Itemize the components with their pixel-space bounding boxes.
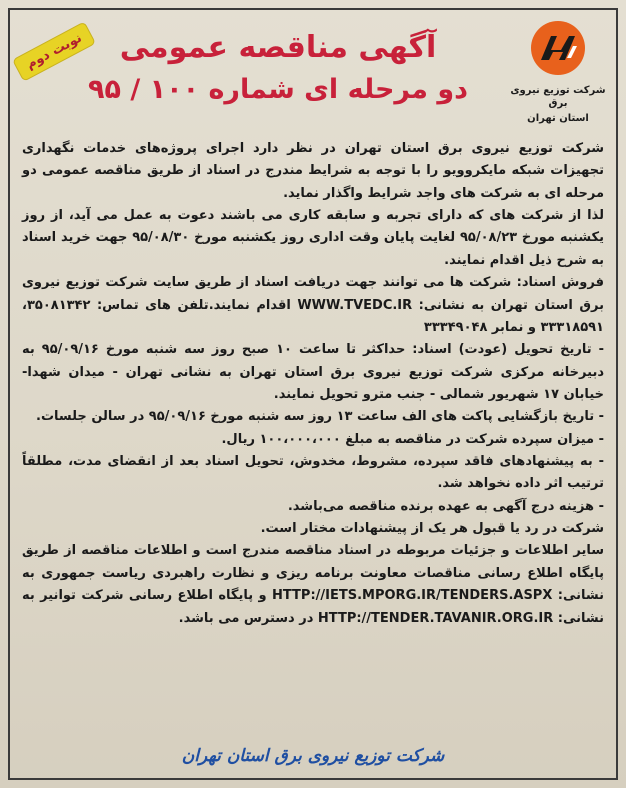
info-links-paragraph: سایر اطلاعات و جزئیات مربوطه در اسناد مناقصه مندرج است و اطلاعات مناقصه از طریق پایگاه اطلاع رسانی مناقصات معاونت برنامه ریزی و نظارت راهبردی ریاست جمهوری به نشانی: HTTP://IETS.MPORG.IR/TENDERS.ASPX و پایگاه اطلاع رسانی شرکت توانیر به نشانی: HTTP://TENDER.TAVANIR.ORG.IR در دسترس می باشد.: [22, 543, 604, 626]
advertisement-body: [22, 138, 604, 630]
company-logo-block: [508, 18, 608, 125]
discretion-paragraph: شرکت در رد یا قبول هر یک از پیشنهادات مختار است.: [260, 521, 604, 537]
deposit-paragraph: - میزان سپرده شرکت در مناقصه به مبلغ ۱۰۰،۰۰۰،۰۰۰ ریال.: [221, 431, 604, 447]
company-logo-icon: [521, 18, 595, 78]
round-badge: نوبت دوم: [13, 22, 95, 80]
footer-signature: شرکت توزیع نیروی برق استان تهران: [181, 746, 445, 766]
tender-number: دو مرحله ای شماره ۱۰۰ / ۹۵: [88, 74, 468, 105]
invitation-paragraph: لذا از شرکت های که دارای تجربه و سابقه کاری می باشند دعوت به عمل می آید، از روز یکشنبه مورخ ۹۵/۰۸/۲۳ لغایت پایان وقت اداری روز یکشنبه مورخ ۹۵/۰۸/۳۰ جهت خرید اسناد به شرح ذیل اقدام نمایند.: [22, 208, 604, 268]
page-title: آگهی مناقصه عمومی: [119, 30, 437, 65]
document-sale-paragraph: فروش اسناد: شرکت ها می توانند جهت دریافت اسناد از طریق سایت شرکت توزیع نیروی برق استان تهران به نشانی: WWW.TVEDC.IR اقدام نمایند.تلفن های تماس: ۳۵۰۸۱۳۴۲، ۳۳۳۱۸۵۹۱ و نمابر ۳۳۳۴۹۰۴۸: [22, 275, 604, 335]
company-name-line1: شرکت توزیع نیروی برق: [510, 85, 606, 109]
rejection-paragraph: - به پیشنهادهای فاقد سپرده، مشروط، مخدوش، تحویل اسناد بعد از انقضای مدت، مطلقاً ترتیب اثر داده نخواهد شد.: [22, 454, 604, 492]
delivery-date-paragraph: - تاریخ تحویل (عودت) اسناد: حداکثر تا ساعت ۱۰ صبح روز سه شنبه مورخ ۹۵/۰۹/۱۶ به دبیرخانه مرکزی شرکت توزیع نیروی برق استان تهران به نشانی تهران - میدان شهدا- خیابان ۱۷ شهریور شمالی - جنب مترو تحویل نمایند.: [22, 342, 604, 402]
company-name-line2: استان تهران: [527, 113, 589, 124]
ad-cost-paragraph: - هزینه درج آگهی به عهده برنده مناقصه می‌باشد.: [287, 498, 604, 514]
title-block: [60, 30, 496, 107]
opening-date-paragraph: - تاریخ بازگشایی پاکت های الف ساعت ۱۳ روز سه شنبه مورخ ۹۵/۰۹/۱۶ در سالن جلسات.: [36, 409, 604, 425]
intro-paragraph: شرکت توزیع نیروی برق استان تهران در نظر دارد اجرای پروژه‌های خدمات نگهداری تجهیزات شبکه مایکروویو را با توجه به شرایط مندرج در اسناد از طریق مناقصه عمومی دو مرحله ای به شرکت های واجد شرایط واگذار نماید.: [22, 141, 604, 201]
